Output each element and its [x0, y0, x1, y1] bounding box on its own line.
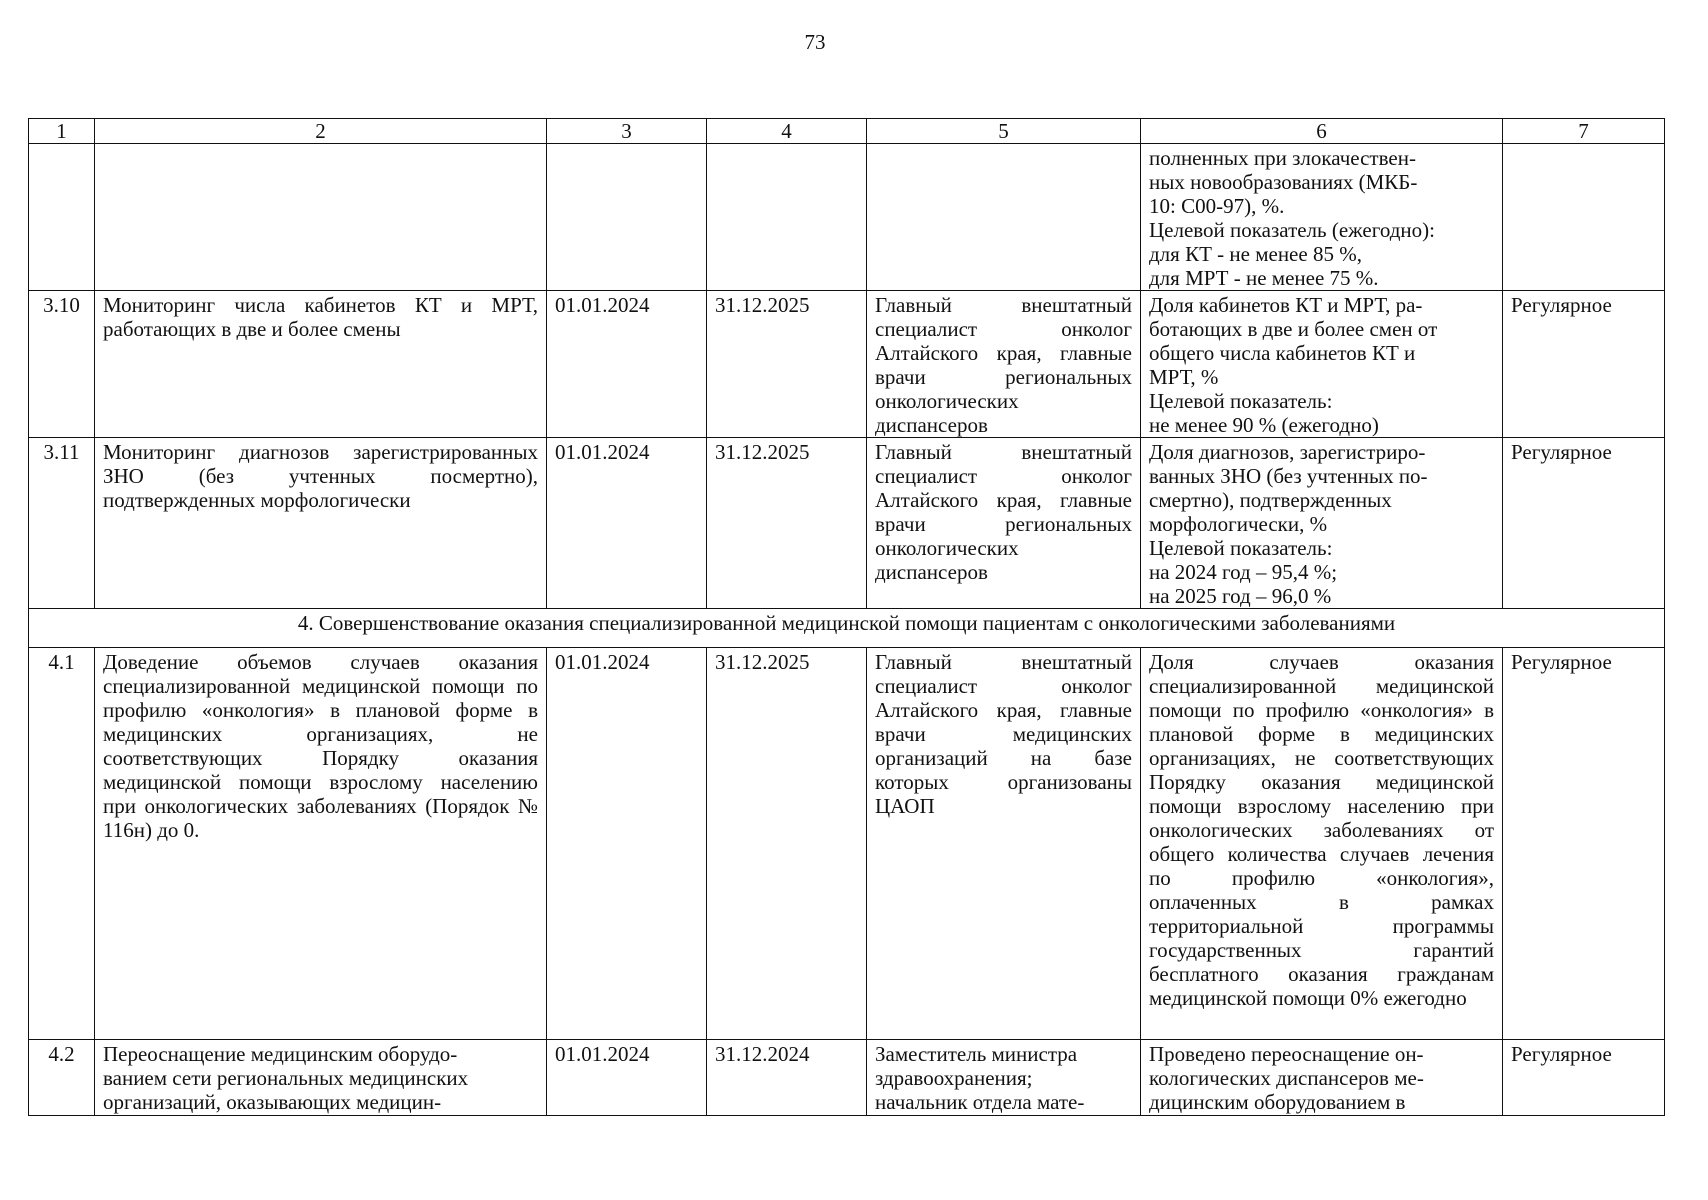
cell-start: 01.01.2024 [547, 438, 707, 609]
indicator-line: для МРТ - не менее 75 %. [1149, 266, 1379, 290]
header-cell-3: 3 [547, 119, 707, 144]
cell-start: 01.01.2024 [547, 648, 707, 1040]
cell-start: 01.01.2024 [547, 291, 707, 438]
indicator-line: полненных при злокачествен- [1149, 146, 1416, 170]
cell-indicator [1141, 438, 1503, 609]
indicator-line: Целевой показатель: [1149, 389, 1333, 413]
indicator-line: МРТ, % [1149, 365, 1219, 389]
cell-responsible: Главный внештатный специалист онколог Алтайского края, главные врачи региональных онкологических диспансеров [867, 291, 1141, 438]
event-line: организаций, оказывающих медицин- [103, 1090, 442, 1114]
cell-event [95, 1040, 547, 1116]
section-row [29, 609, 1665, 648]
indicator-line: для КТ - не менее 85 %, [1149, 242, 1362, 266]
indicator-line: Доля диагнозов, зарегистриро- [1149, 440, 1426, 464]
table-row [29, 438, 1665, 609]
cell-end: 31.12.2025 [707, 438, 867, 609]
indicator-line: Целевой показатель (ежегодно): [1149, 218, 1435, 242]
plan-table [28, 118, 1665, 1116]
indicator-line: 10: C00-97), %. [1149, 194, 1285, 218]
table-row [29, 144, 1665, 291]
cell-character: Регулярное [1503, 438, 1665, 609]
cell-responsible: Главный внештатный специалист онколог Алтайского края, главные врачи медицинских организаций на базе которых организованы ЦАОП [867, 648, 1141, 1040]
cell-num: 4.1 [29, 648, 95, 1040]
indicator-line: Проведено переоснащение он- [1149, 1042, 1424, 1066]
cell-responsible [867, 144, 1141, 291]
cell-character: Регулярное [1503, 1040, 1665, 1116]
indicator-line: общего числа кабинетов КТ и [1149, 341, 1416, 365]
page-number: 73 [804, 30, 826, 54]
cell-responsible [867, 1040, 1141, 1116]
header-cell-5: 5 [867, 119, 1141, 144]
responsible-line: здравоохранения; [875, 1066, 1033, 1090]
cell-num [29, 144, 95, 291]
indicator-line: смертно), подтвержденных [1149, 488, 1392, 512]
indicator-line: ванных ЗНО (без учтенных по- [1149, 464, 1428, 488]
cell-end [707, 144, 867, 291]
section-4-title: 4. Совершенствование оказания специализированной медицинской помощи пациентам с онкологическими заболеваниями [29, 609, 1665, 648]
cell-character: Регулярное [1503, 291, 1665, 438]
responsible-line: начальник отдела мате- [875, 1090, 1085, 1114]
table-row [29, 1040, 1665, 1116]
cell-start: 01.01.2024 [547, 1040, 707, 1116]
cell-character: Регулярное [1503, 648, 1665, 1040]
cell-responsible: Главный внештатный специалист онколог Алтайского края, главные врачи региональных онкологических диспансеров [867, 438, 1141, 609]
indicator-line: морфологически, % [1149, 512, 1328, 536]
cell-num: 3.10 [29, 291, 95, 438]
indicator-line: на 2025 год – 96,0 % [1149, 584, 1332, 608]
indicator-line: ных новообразованиях (МКБ- [1149, 170, 1418, 194]
header-cell-6: 6 [1141, 119, 1503, 144]
cell-indicator [1141, 144, 1503, 291]
event-line: ванием сети региональных медицинских [103, 1066, 469, 1090]
cell-start [547, 144, 707, 291]
event-line: Переоснащение медицинским оборудо- [103, 1042, 458, 1066]
cell-num: 3.11 [29, 438, 95, 609]
cell-indicator [1141, 291, 1503, 438]
indicator-line: кологических диспансеров ме- [1149, 1066, 1424, 1090]
header-cell-7: 7 [1503, 119, 1665, 144]
header-cell-1: 1 [29, 119, 95, 144]
cell-character [1503, 144, 1665, 291]
cell-indicator [1141, 1040, 1503, 1116]
indicator-line: не менее 90 % (ежегодно) [1149, 413, 1379, 437]
cell-end: 31.12.2024 [707, 1040, 867, 1116]
header-row [29, 119, 1665, 144]
cell-end: 31.12.2025 [707, 648, 867, 1040]
header-cell-2: 2 [95, 119, 547, 144]
cell-event [95, 144, 547, 291]
header-cell-4: 4 [707, 119, 867, 144]
table-row [29, 648, 1665, 1040]
cell-event: Мониторинг диагнозов зарегистрированных ЗНО (без учтенных посмертно), подтвержденных морфологически [95, 438, 547, 609]
cell-event: Доведение объемов случаев оказания специализированной медицинской помощи по профилю «онкология» в плановой форме в медицинских организациях, не соответствующих Порядку оказания медицинской помощи взрослому населению при онкологических заболеваниях (Порядок № 116н) до 0. [95, 648, 547, 1040]
cell-event: Мониторинг числа кабинетов КТ и МРТ, работающих в две и более смены [95, 291, 547, 438]
cell-end: 31.12.2025 [707, 291, 867, 438]
indicator-line: ботающих в две и более смен от [1149, 317, 1438, 341]
indicator-line: дицинским оборудованием в [1149, 1090, 1406, 1114]
indicator-line: Доля кабинетов КТ и МРТ, ра- [1149, 293, 1423, 317]
responsible-line: Заместитель министра [875, 1042, 1078, 1066]
indicator-line: на 2024 год – 95,4 %; [1149, 560, 1338, 584]
indicator-line: Целевой показатель: [1149, 536, 1333, 560]
cell-indicator: Доля случаев оказания специализированной медицинской помощи по профилю «онкология» в плановой форме в медицинских организациях, не соответствующих Порядку оказания медицинской помощи взрослому населению при онкологических заболеваниях от общего количества случаев лечения по профилю «онкология», оплаченных в рамках территориальной программы государственных гарантий бесплатного оказания гражданам медицинской помощи 0% ежегодно [1141, 648, 1503, 1040]
table-row [29, 291, 1665, 438]
cell-num: 4.2 [29, 1040, 95, 1116]
